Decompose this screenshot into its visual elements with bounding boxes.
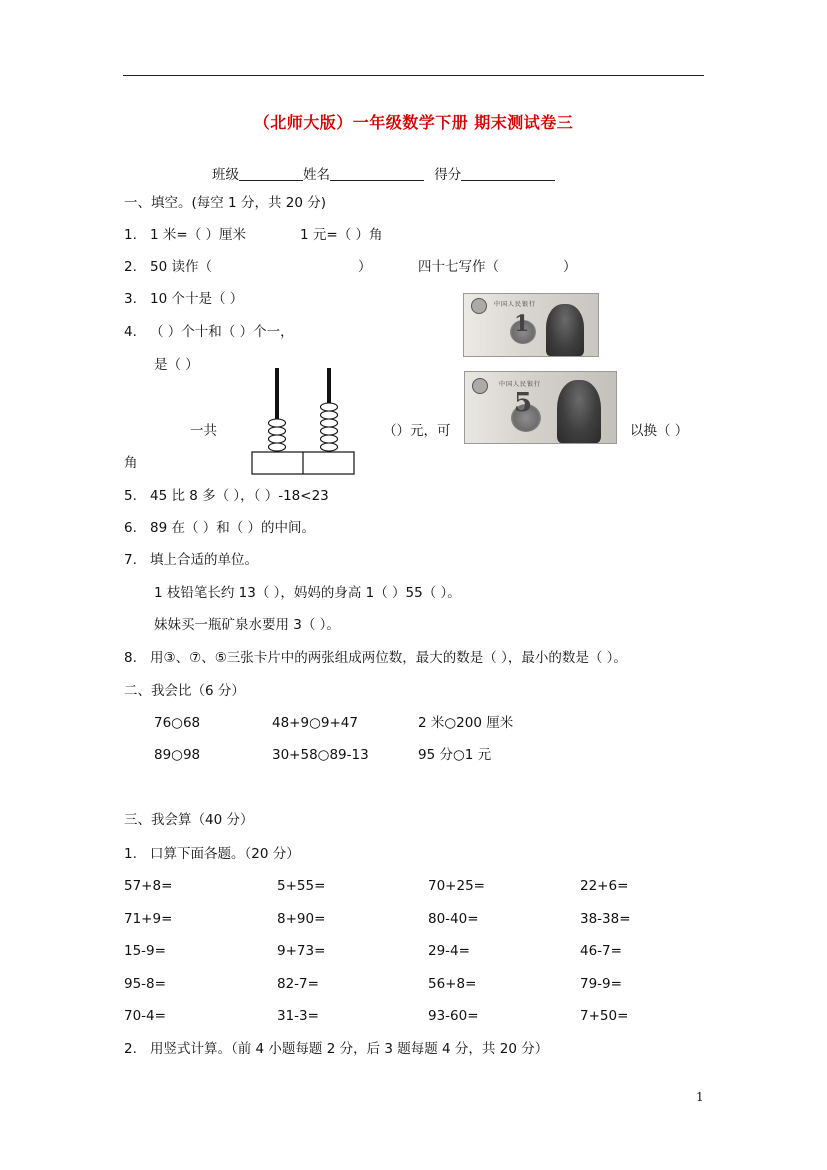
section3-question-1-text: 口算下面各题。（20 分）	[150, 846, 300, 862]
question-number: 6.	[124, 520, 137, 536]
compare-item: 89○98	[154, 747, 201, 763]
question-6	[124, 519, 315, 537]
question-5	[124, 487, 329, 505]
question-number: 2.	[124, 259, 137, 275]
student-info-line	[212, 166, 555, 184]
banknote-bank-name: 中国人民银行	[494, 301, 537, 308]
banknote-denomination: 1	[514, 311, 530, 337]
question-3	[124, 290, 243, 308]
question-2-part-a-close: ）	[358, 259, 372, 275]
oral-item: 56+8=	[428, 976, 477, 992]
question-number: 4.	[124, 324, 137, 340]
compare-item: 76○68	[154, 715, 201, 731]
class-label: 班级	[212, 167, 239, 183]
question-number: 3.	[124, 291, 137, 307]
question-1-part-a: 1 米=（ ）厘米	[150, 227, 246, 243]
oral-item: 80-40=	[428, 911, 479, 927]
question-number: 8.	[124, 650, 137, 666]
question-6-text: 89 在（ ）和（ ）的中间。	[150, 520, 316, 536]
score-blank[interactable]	[461, 166, 555, 181]
oral-item: 7+50=	[580, 1008, 629, 1024]
compare-item: 95 分○1 元	[418, 747, 492, 763]
question-1-part-b: 1 元=（ ）角	[300, 227, 383, 243]
oral-item: 79-9=	[580, 976, 622, 992]
section3-question-2	[124, 1040, 548, 1058]
question-number: 1.	[124, 846, 137, 862]
question-2-part-a: 50 读作（	[150, 259, 212, 275]
oral-item: 95-8=	[124, 976, 166, 992]
ones-beads	[321, 403, 338, 451]
oral-item: 15-9=	[124, 943, 166, 959]
oral-item: 82-7=	[277, 976, 319, 992]
question-number: 5.	[124, 488, 137, 504]
name-blank[interactable]	[330, 166, 424, 181]
question-2-part-b: 四十七写作（	[418, 259, 499, 275]
page-number: 1	[696, 1090, 704, 1104]
tens-beads	[269, 419, 286, 451]
oral-item: 9+73=	[277, 943, 326, 959]
banknote-denomination: 5	[514, 388, 533, 418]
national-emblem-icon	[472, 378, 488, 394]
compare-item: 2 米○200 厘米	[418, 715, 514, 731]
section3-heading: 三、我会算（40 分）	[124, 812, 254, 828]
question-4-exchange: 以换（ ）	[630, 423, 689, 439]
question-2-part-b-close: ）	[563, 259, 577, 275]
oral-item: 5+55=	[277, 878, 326, 894]
page-title: （北师大版）一年级数学下册 期末测试卷三	[253, 113, 574, 132]
oral-item: 93-60=	[428, 1008, 479, 1024]
banknote-bank-name: 中国人民银行	[499, 381, 542, 388]
abacus-image	[244, 366, 358, 476]
question-4-line2: 是（ ）	[154, 357, 199, 373]
oral-item: 22+6=	[580, 878, 629, 894]
question-5-text: 45 比 8 多（ ），（ ）-18<23	[150, 488, 329, 504]
question-number: 1.	[124, 227, 137, 243]
national-emblem-icon	[471, 298, 487, 314]
section1-heading: 一、填空。(每空 1 分，共 20 分)	[124, 195, 326, 211]
class-blank[interactable]	[239, 166, 303, 181]
banknote-5-yuan	[464, 371, 617, 444]
oral-item: 71+9=	[124, 911, 173, 927]
question-number: 7.	[124, 552, 137, 568]
question-7-text: 填上合适的单位。	[150, 552, 258, 568]
banknote-1-yuan	[463, 293, 599, 357]
question-4-together: 一共	[190, 423, 217, 439]
section2-heading: 二、我会比（6 分）	[124, 683, 245, 699]
question-7-line1: 1 枝铅笔长约 13（ ），妈妈的身高 1（ ）55（ ）。	[154, 585, 461, 601]
question-4	[124, 323, 294, 341]
section3-question-1	[124, 845, 300, 863]
oral-item: 31-3=	[277, 1008, 319, 1024]
portrait-icon	[557, 380, 601, 443]
compare-item: 30+58○89-13	[272, 747, 369, 763]
question-4-yuan: （）元，可	[383, 423, 451, 439]
oral-item: 8+90=	[277, 911, 326, 927]
compare-item: 48+9○9+47	[272, 715, 358, 731]
question-7-line2: 妹妹买一瓶矿泉水要用 3（ ）。	[154, 617, 340, 633]
name-label: 姓名	[303, 167, 330, 183]
header-rule	[123, 75, 704, 76]
question-7	[124, 551, 258, 569]
oral-item: 29-4=	[428, 943, 470, 959]
oral-item: 70-4=	[124, 1008, 166, 1024]
oral-item: 57+8=	[124, 878, 173, 894]
question-3-text: 10 个十是（ ）	[150, 291, 244, 307]
question-8-text: 用③、⑦、⑤三张卡片中的两张组成两位数，最大的数是（ ），最小的数是（ ）。	[150, 650, 627, 666]
oral-item: 38-38=	[580, 911, 631, 927]
question-8	[124, 649, 627, 667]
question-2	[124, 258, 212, 276]
section3-question-2-text: 用竖式计算。（前 4 小题每题 2 分，后 3 题每题 4 分，共 20 分）	[150, 1041, 549, 1057]
oral-item: 46-7=	[580, 943, 622, 959]
question-number: 2.	[124, 1041, 137, 1057]
score-label: 得分	[434, 167, 462, 183]
oral-item: 70+25=	[428, 878, 485, 894]
question-1	[124, 226, 246, 244]
question-4-line1: （ ）个十和（ ）个一，	[150, 324, 294, 340]
question-4-jiao: 角	[124, 455, 138, 471]
portrait-icon	[546, 304, 584, 356]
